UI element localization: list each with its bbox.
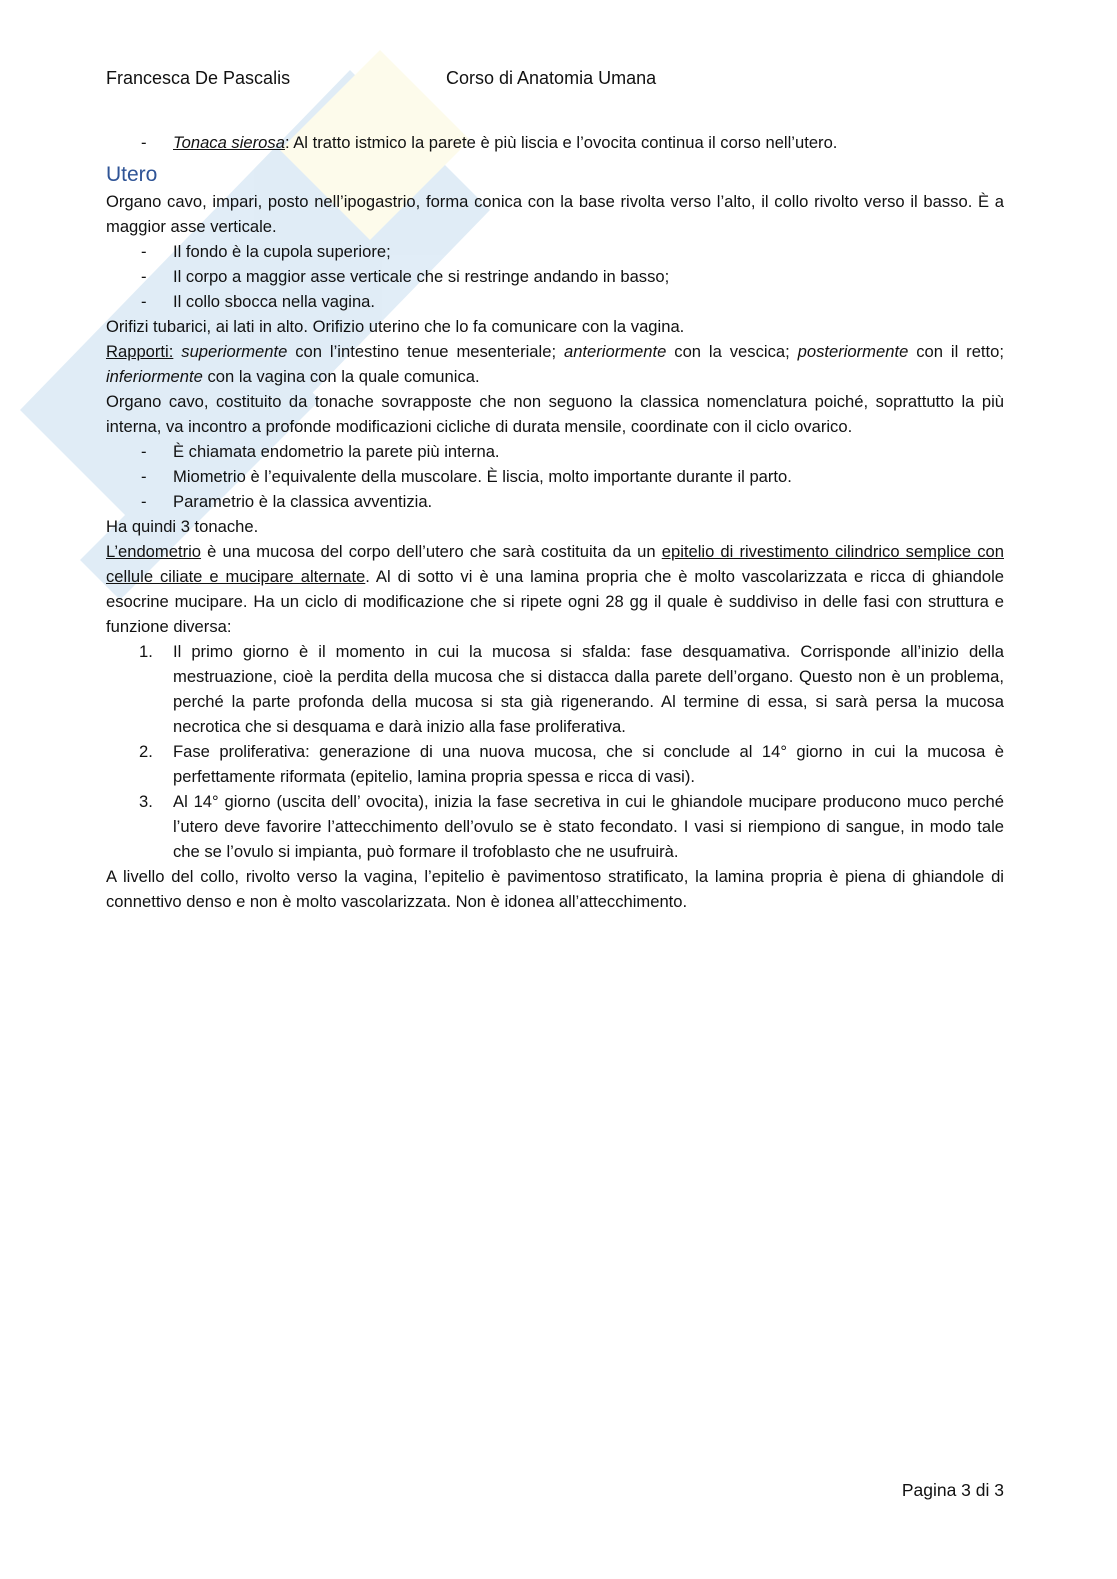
- bullet-marker: -: [141, 292, 147, 311]
- list-item: [106, 439, 1004, 464]
- bullet-marker: -: [141, 442, 147, 461]
- bullet-list-structure: [106, 239, 1004, 314]
- list-item: [106, 789, 1004, 864]
- paragraph: Organo cavo, costituito da tonache sovrapposte che non seguono la classica nomenclatura poiché, soprattutto la più interna, va incontro a profonde modificazioni cicliche di durata mensile, coordinate con il ciclo ovarico.: [106, 392, 1004, 436]
- list-item-text: Miometrio è l’equivalente della muscolare. È liscia, molto importante durante il parto.: [173, 467, 792, 486]
- direction-term: anteriormente: [563, 342, 667, 361]
- list-item-text: Il corpo a maggior asse verticale che si restringe andando in basso;: [173, 267, 670, 286]
- document-body: [106, 130, 1004, 914]
- direction-term: posteriormente: [797, 342, 909, 361]
- list-item-text: Parametrio è la classica avventizia.: [173, 492, 433, 511]
- header-course: Corso di Anatomia Umana: [446, 68, 657, 88]
- list-item-text: Il fondo è la cupola superiore;: [173, 242, 391, 261]
- intro-bullet-text: : Al tratto istmico la parete è più liscia e l’ovocita continua il corso nell’utero.: [284, 133, 838, 152]
- text-run: con la vagina con la quale comunica.: [202, 367, 480, 386]
- endometrio-paragraph: [106, 539, 1004, 639]
- list-item: [106, 239, 1004, 264]
- list-item: [106, 489, 1004, 514]
- list-item: [106, 464, 1004, 489]
- page-number: Pagina 3 di 3: [901, 1480, 1004, 1500]
- paragraph: A livello del collo, rivolto verso la vagina, l’epitelio è pavimentoso stratificato, la lamina propria è piena di ghiandole di connettivo denso e non è molto vascolarizzata. Non è idonea all’attecchimento.: [106, 867, 1004, 911]
- intro-bullet-list: [106, 130, 1004, 155]
- section-title: Utero: [106, 163, 158, 186]
- list-item-text: Il collo sbocca nella vagina.: [173, 292, 376, 311]
- header-author: Francesca De Pascalis: [106, 68, 291, 88]
- list-number: 1.: [139, 642, 153, 661]
- direction-term: inferiormente: [106, 367, 203, 386]
- rapporti-label: Rapporti:: [106, 342, 174, 361]
- text-run: con l’intestino tenue mesenteriale;: [287, 342, 564, 361]
- text-run: . Al di sotto vi è una lamina propria che è molto vascolarizzata e ricca di ghiandole esocrine mucipare. Ha un ciclo di modificazione che si ripete ogni 28 gg il quale è suddiviso in delle fasi con struttura e funzione diversa:: [106, 567, 1004, 636]
- text-run: con la vescica;: [666, 342, 798, 361]
- epitelio-underlined: epitelio di rivestimento cilindrico semplice con cellule ciliate e mucipare alternate: [106, 542, 1004, 586]
- paragraph: Organo cavo, impari, posto nell’ipogastrio, forma conica con la base rivolta verso l’alto, il collo rivolto verso il basso. È a maggior asse verticale.: [106, 192, 1004, 236]
- bullet-marker: -: [141, 467, 147, 486]
- phases-list: [106, 639, 1004, 864]
- term-tonaca-sierosa: Tonaca sierosa: [173, 133, 285, 152]
- list-item: [106, 264, 1004, 289]
- list-item-text: Il primo giorno è il momento in cui la mucosa si sfalda: fase desquamativa. Corrisponde all’inizio della mestruazione, cioè la perdita della mucosa che si distacca dalla parete dell’organo. Questo non è un problema, perché la parte profonda della mucosa si sta già rigenerando. Al termine di essa, si sarà persa la mucosa necrotica che si desquama e darà inizio alla fase proliferativa.: [173, 642, 1004, 736]
- list-item-text: È chiamata endometrio la parete più interna.: [173, 442, 500, 461]
- direction-term: superiormente: [181, 342, 288, 361]
- bullet-marker: -: [141, 133, 147, 152]
- list-item: [106, 739, 1004, 789]
- bullet-list-tonache: [106, 439, 1004, 514]
- paragraph: Orifizi tubarici, ai lati in alto. Orifizio uterino che lo fa comunicare con la vagina.: [106, 317, 685, 336]
- list-number: 3.: [139, 792, 153, 811]
- rapporti-paragraph: [106, 339, 1004, 389]
- text-run: con il retto;: [908, 342, 1004, 361]
- list-item: [106, 639, 1004, 739]
- bullet-marker: -: [141, 267, 147, 286]
- endometrio-term: L’endometrio: [106, 542, 202, 561]
- list-item-text: Al 14° giorno (uscita dell’ ovocita), inizia la fase secretiva in cui le ghiandole mucipare producono muco perché l’utero deve favorire l’attecchimento dell’ovulo se è stato fecondato. I vasi si riempiono di sangue, in modo tale che se l’ovulo si impianta, può formare il trofoblasto che ne usufruirà.: [173, 792, 1004, 861]
- paragraph: Ha quindi 3 tonache.: [106, 517, 259, 536]
- bullet-marker: -: [141, 242, 147, 261]
- page-header: [106, 68, 1006, 94]
- bullet-marker: -: [141, 492, 147, 511]
- list-number: 2.: [139, 742, 153, 761]
- list-item-text: Fase proliferativa: generazione di una nuova mucosa, che si conclude al 14° giorno in cui la mucosa è perfettamente riformata (epitelio, lamina propria spessa e ricca di vasi).: [173, 742, 1004, 786]
- text-run: è una mucosa del corpo dell’utero che sarà costituita da un: [201, 542, 662, 561]
- list-item: [106, 289, 1004, 314]
- list-item: [106, 130, 1004, 155]
